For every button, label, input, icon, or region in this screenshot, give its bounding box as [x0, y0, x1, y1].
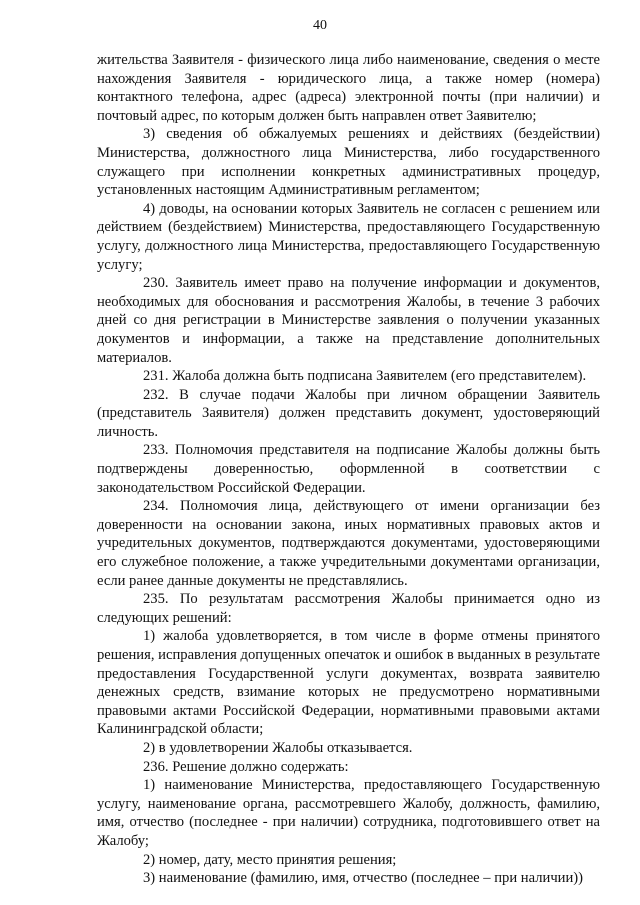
- paragraph-235-item-1: 1) жалоба удовлетворяется, в том числе в форме отмены принятого решения, исправления допущенных опечаток и ошибок в выданных в результате предоставления Государственной услуги документах, возврата заявителю денежных средств, взимание которых не предусмотрено нормативными правовыми актами Российской Федерации, нормативными правовыми актами Калининградской области;: [97, 628, 600, 738]
- paragraph-234: 234. Полномочия лица, действующего от имени организации без доверенности на основании закона, иных нормативных правовых актов и учредительных документов, подтверждаются документами, удостоверяющими его служебное положение, а также учредительными документами организации, если ранее данные документы не представлялись.: [97, 498, 600, 589]
- page-number: 40: [313, 18, 327, 33]
- paragraph-232: 232. В случае подачи Жалобы при личном обращении Заявитель (представитель Заявителя) должен представить документ, удостоверяющий личность.: [97, 386, 600, 440]
- paragraph-233: 233. Полномочия представителя на подписание Жалобы должны быть подтверждены доверенностью, оформленной в соответствии с законодательством Российской Федерации.: [97, 442, 600, 496]
- paragraph-236-item-2: 2) номер, дату, место принятия решения;: [143, 851, 397, 868]
- paragraph-continuation: жительства Заявителя - физического лица либо наименование, сведения о месте нахождения Заявителя - юридического лица, а также номер (номера) контактного телефона, адрес (адреса) электронной почты (при наличии) и почтовый адрес, по которым должен быть направлен ответ Заявителю;: [97, 52, 600, 124]
- paragraph-236-item-1: 1) наименование Министерства, предоставляющего Государственную услугу, наименование органа, рассмотревшего Жалобу, должность, фамилию, имя, отчество (последнее - при наличии) сотрудника, подготовившего ответ на Жалобу;: [97, 777, 600, 849]
- paragraph-item-4: 4) доводы, на основании которых Заявитель не согласен с решением или действием (бездействием) Министерства, предоставляющего Государственную услугу, должностного лица Министерства, предоставляющего Государственную услугу;: [97, 200, 600, 273]
- paragraph-235-item-2: 2) в удовлетворении Жалобы отказывается.: [143, 739, 413, 756]
- paragraph-230: 230. Заявитель имеет право на получение информации и документов, необходимых для обоснования и рассмотрения Жалобы, в течение 3 рабочих дней со дня регистрации в Министерстве заявления о получении указанных документов и информации, а также на представление дополнительных материалов.: [97, 275, 600, 366]
- paragraph-item-3: 3) сведения об обжалуемых решениях и действиях (бездействии) Министерства, должностного лица Министерства, либо государственного служащего при исполнении конкретных административных процедур, установленных настоящим Административным регламентом;: [97, 126, 600, 199]
- paragraph-235: 235. По результатам рассмотрения Жалобы принимается одно из следующих решений:: [97, 591, 600, 626]
- paragraph-236: 236. Решение должно содержать:: [143, 758, 349, 775]
- document-body: [97, 51, 600, 888]
- paragraph-231: 231. Жалоба должна быть подписана Заявителем (его представителем).: [143, 368, 587, 385]
- paragraph-236-item-3: 3) наименование (фамилию, имя, отчество (последнее – при наличии)): [143, 870, 583, 887]
